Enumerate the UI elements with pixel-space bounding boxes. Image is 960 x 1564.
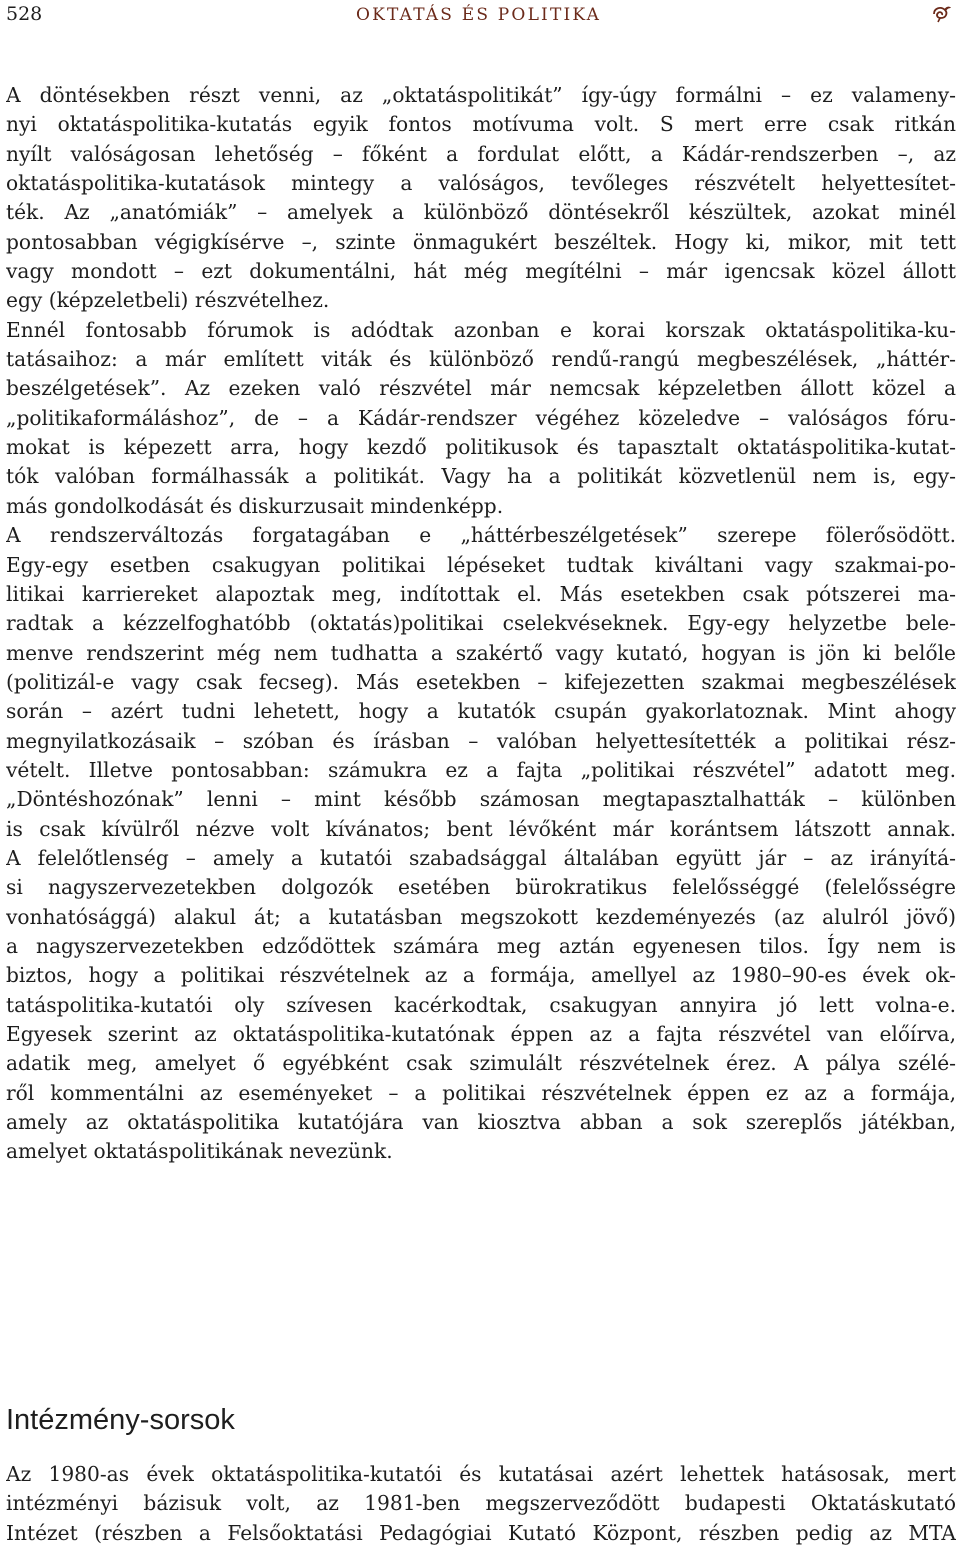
body-text [6,81,956,1167]
section-heading: Intézmény-sorsok [6,1404,235,1436]
section-body-text [6,1460,956,1548]
text-line: A felelőtlenség – amely a kutatói szabadsággal általában együtt jár – az irányítá- [6,845,956,870]
running-head: OKTATÁS ÉS POLITIKA [356,5,602,25]
page-header [0,0,960,34]
text-line: ről kommentálni az eseményeket – a politikai részvételnek éppen ez az a formája, [6,1080,956,1105]
text-line: „politikaformáláshoz”, de – a Kádár-rendszer végéhez közeledve – valóságos fóru- [6,405,956,430]
text-line: A rendszerváltozás forgatagában e „háttérbeszélgetések” szerepe fölerősödött. [6,523,956,548]
text-line: vonhatósággá) alakul át; a kutatásban megszokott kezdeményezés (az alulról jövő) [6,904,956,929]
text-line: si nagyszervezetekben dolgozók esetében bürokratikus felelősséggé (felelősségre [6,875,956,900]
text-line: (politizál-e vagy csak fecseg). Más esetekben – kifejezetten szakmai megbeszélések [6,669,956,694]
text-line: oktatáspolitika-kutatások mintegy a valóságos, tevőleges részvételt helyettesítet- [6,171,956,196]
text-line: mokat is képezett arra, hogy kezdő politikusok és tapasztalt oktatáspolitika-kutat- [6,435,956,460]
text-line: vagy mondott – ezt dokumentálni, hát még megítélni – már igencsak közel állott [6,259,956,284]
text-line: más gondolkodását és diskurzusait mindenképp. [6,493,504,518]
text-line: Ennél fontosabb fórumok is adódtak azonban e korai korszak oktatáspolitika-ku- [6,317,956,342]
hedera-leaf-icon [931,4,953,24]
text-line: pontosabban végigkísérve –, szinte önmagukért beszéltek. Hogy ki, mikor, mit tett [6,229,956,254]
text-line: megnyilatkozásaik – szóban és írásban – valóban helyettesítették a politikai rész- [6,728,956,753]
text-line: a nagyszervezetekben edződöttek számára meg aztán egyenesen tilos. Így nem is [6,933,956,958]
text-line: során – azért tudni lehetett, hogy a kutatók csupán gyakorlatoznak. Mint ahogy [6,699,956,724]
page-number: 528 [6,3,43,25]
text-line: tatásaihoz: a már említett viták és különböző rendű-rangú megbeszélések, „háttér- [6,347,956,372]
text-line: intézményi bázisuk volt, az 1981-ben megszerveződött budapesti Oktatáskutató [6,1491,956,1516]
text-line: Egy-egy esetben csakugyan politikai lépéseket tudtak kiváltani vagy szakmai-po- [6,552,956,577]
text-line: tók valóban formálhassák a politikát. Vagy ha a politikát közvetlenül nem is, egy- [6,464,956,489]
text-line: vételt. Illetve pontosabban: számukra ez a fajta „politikai részvétel” adatott meg. [6,757,956,782]
text-line: adatik meg, amelyet ő egyébként csak szimulált részvételnek érez. A pálya szélé- [6,1051,956,1076]
text-line: nyílt valóságosan lehetőség – főként a fordulat előtt, a Kádár-rendszerben –, az [6,141,956,166]
text-line: nyi oktatáspolitika-kutatás egyik fontos motívuma volt. S mert erre csak ritkán [6,112,956,137]
text-line: Az 1980-as évek oktatáspolitika-kutatói és kutatásai azért lehettek hatásosak, mert [6,1462,956,1486]
text-line: Intézet (részben a Felsőoktatási Pedagógiai Kutató Központ, részben pedig az MTA [6,1520,956,1545]
text-line: biztos, hogy a politikai részvételnek az a formája, amellyel az 1980–90-es évek ok- [6,963,956,988]
text-line: egy (képzeletbeli) részvételhez. [6,288,330,313]
text-line: radtak a kézzelfoghatóbb (oktatás)politikai cselekvéseknek. Egy-egy helyzetbe bele- [6,611,956,636]
text-line: A döntésekben részt venni, az „oktatáspolitikát” így-úgy formálni – ez valameny- [6,83,956,107]
text-line: beszélgetések”. Az ezeken való részvétel már nemcsak képzeletben állott közel a [6,376,956,401]
text-line: menve rendszerint még nem tudhatta a szakértő vagy kutató, hogyan is jön ki belőle [6,640,956,665]
text-line: ték. Az „anatómiák” – amelyek a különböző döntésekről készültek, azokat minél [6,200,956,225]
text-line: tatáspolitika-kutatói oly szívesen kacérkodtak, csakugyan annyira jó lett volna-e. [6,992,956,1017]
text-line: Egyesek szerint az oktatáspolitika-kutatónak éppen az a fajta részvétel van előírva, [6,1022,956,1046]
text-line: litikai karriereket alapoztak meg, indítottak el. Más esetekben csak pótszerei ma- [6,581,956,606]
text-line: amely az oktatáspolitika kutatójára van kiosztva abban a sok szereplős játékban, [6,1110,956,1135]
text-line: „Döntéshozónak” lenni – mint később számosan megtapasztalhatták – különben [6,787,956,812]
text-line: amelyet oktatáspolitikának nevezünk. [6,1139,393,1164]
text-line: is csak kívülről nézve volt kívánatos; bent lévőként már korántsem látszott annak. [6,816,956,841]
